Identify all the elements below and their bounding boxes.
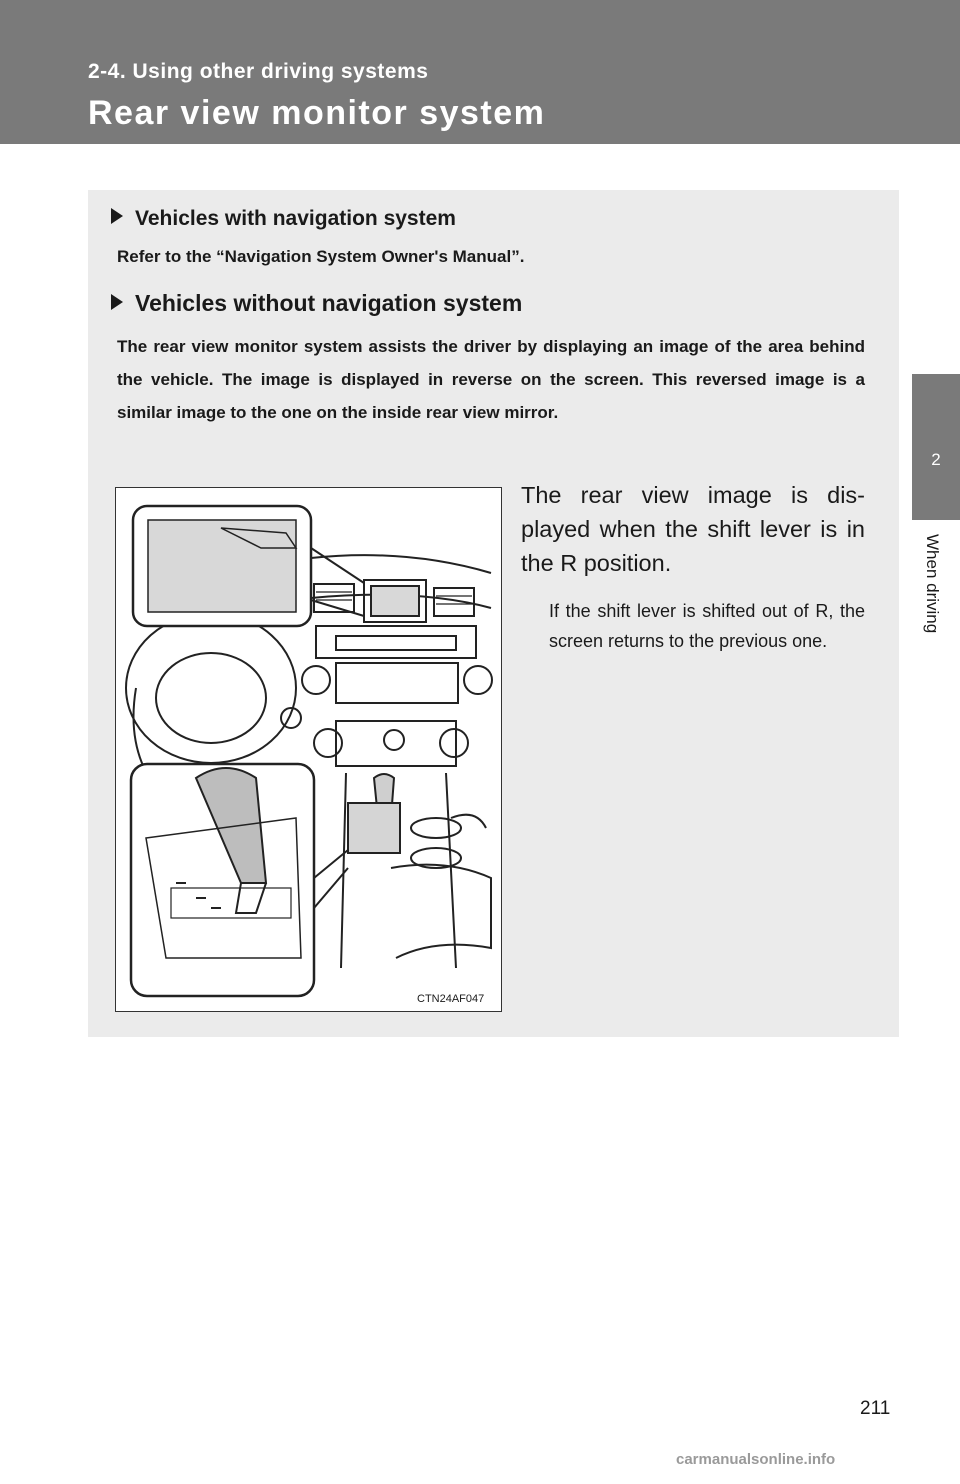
- page-number: 211: [860, 1398, 891, 1419]
- chapter-label: When driving: [923, 534, 942, 634]
- page-title: Rear view monitor system: [88, 94, 546, 132]
- with-navigation-text: Refer to the “Navigation System Owner's Manual”.: [117, 247, 525, 266]
- heading-without-navigation: Vehicles without navigation system: [111, 290, 522, 317]
- dashboard-drawing: [116, 488, 501, 1011]
- chapter-tab: [912, 374, 960, 520]
- without-navigation-text: The rear view monitor system assists the driver by displaying an image of the area behind the vehicle. The image is displayed in reverse on the screen. This reversed image is a similar image to the one on the inside rear view mirror.: [117, 337, 865, 422]
- shift-note: If the shift lever is shifted out of R, the screen returns to the previous one.: [549, 601, 865, 651]
- dashboard-illustration: [115, 487, 502, 1012]
- chapter-number: 2: [931, 450, 941, 469]
- watermark-link[interactable]: carmanualsonline.info: [676, 1451, 836, 1468]
- triangle-bullet-icon: [111, 294, 123, 310]
- section-label: 2-4. Using other driving systems: [88, 60, 429, 83]
- chapter-label-tab: [912, 526, 960, 676]
- illustration-code: CTN24AF047: [417, 993, 485, 1005]
- display-description: The rear view image is dis-played when the shift lever is in the R position.: [521, 482, 865, 576]
- heading-with-navigation: Vehicles with navigation system: [111, 207, 456, 231]
- header-bar: [0, 0, 960, 144]
- triangle-bullet-icon: [111, 208, 123, 224]
